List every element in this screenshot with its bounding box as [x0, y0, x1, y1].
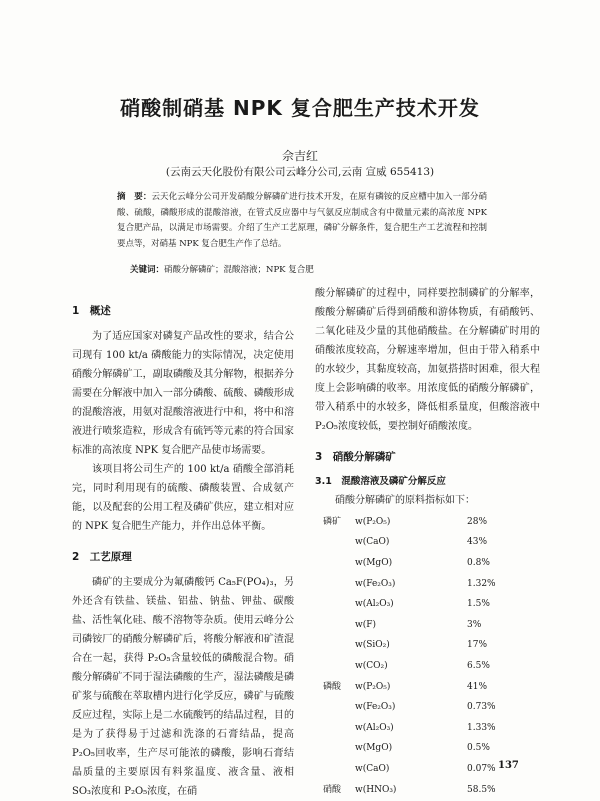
composition-value: 41% [467, 681, 488, 692]
section-3-1-lead: 硝酸分解磷矿的原料指标如下： [335, 495, 475, 506]
section-2-heading: 2 工艺原理 [72, 551, 132, 563]
composition-group [315, 533, 355, 554]
composition-group [315, 636, 355, 657]
composition-value: 0.07% [467, 763, 496, 774]
composition-name: w(Fe₂O₃) [355, 578, 396, 589]
composition-name: w(MgO) [355, 557, 393, 568]
right-column [315, 284, 540, 800]
composition-value: 17% [467, 640, 488, 651]
composition-group [315, 656, 355, 677]
composition-group [315, 759, 355, 780]
composition-value: 0.5% [467, 743, 490, 754]
composition-name: w(CO₂) [355, 660, 388, 671]
composition-row [315, 615, 527, 636]
section-2-continuation: 酸分解磷矿的过程中，同样要控制磷矿的分解率，酸酸分解磷矿后得到硝酸和游体物质，有硝酸钙、二氧化硅及少量的其他硝酸盐。在分解磷矿时用的硝酸浓度较高，分解速率增加，但由于带入稍系中的水较少，其黏度较高，加氨搭搭时困难，很大程度上会影响磷的收率。用浓度低的硝酸分解磷矿，带入稍系中的水较多，降低相系量度，但酸溶液中 P₂O₅浓度较低，要控制好硝酸浓度。 [315, 288, 540, 432]
composition-row [315, 677, 527, 698]
composition-row [315, 553, 527, 574]
composition-value: 1.33% [467, 722, 496, 733]
composition-value: 3% [467, 619, 482, 630]
composition-name: w(MgO) [355, 743, 393, 754]
abstract-text: 云天化云峰分公司开发硝酸分解磷矿进行技术开发，在原有磷铵的反应槽中加入一部分硝酸、硫酸，磷酸形成的混酸溶液，在管式反应器中与气氨反应制成含有中微量元素的高浓度 NPK 复合肥产品，以满足市场需要。介绍了生产工艺原理，磷矿分解条件，复合肥生产工艺流程和控制要点等，对硝基 NPK 复合肥生产作了总结。 [117, 192, 487, 249]
author-name: 佘吉红 [281, 149, 318, 163]
composition-value: 0.8% [467, 557, 490, 568]
composition-name: w(CaO) [355, 537, 390, 548]
composition-group [315, 697, 355, 718]
composition-name: w(HNO₃) [355, 784, 397, 795]
composition-name: w(Fe₂O₃) [355, 702, 396, 713]
abstract [117, 190, 487, 252]
composition-group [315, 718, 355, 739]
composition-row [315, 574, 527, 595]
composition-row [315, 656, 527, 677]
composition-name: w(SiO₂) [355, 640, 390, 651]
composition-row [315, 533, 527, 554]
composition-group [315, 739, 355, 760]
composition-group: 硝酸 [323, 784, 342, 795]
composition-table [315, 512, 527, 800]
composition-name: w(CaO) [355, 763, 390, 774]
composition-row [315, 636, 527, 657]
composition-name: w(Al₂O₃) [355, 599, 394, 610]
section-2-paragraph-1: 磷矿的主要成分为氟磷酸钙 Ca₅F(PO₄)₃，另外还含有铁盐、镁盐、铝盐、钠盐、钾盐、碳酸盐、活性氧化硅、酸不溶物等杂质。使用云峰分公司磷铵厂的硝酸分解磷矿后，将酸分解液和矿渣混合在一起，获得 P₂O₅含量较低的磷酸混合物。硝酸分解磷矿不同于湿法磷酸的生产，湿法磷酸是磷矿浆与硫酸在萃取槽内进行化学反应，磷矿与硫酸反应过程，实际上是二水硫酸钙的结晶过程，目的是为了获得易于过滤和洗涤的石膏结晶，提高 P₂O₅回收率，生产尽可能浓的磷酸，影响石膏结晶质量的主要原因有料浆温度、液含量、液相 SO₃浓度和 P₂O₅浓度，在硝 [72, 577, 294, 797]
composition-name: w(Al₂O₃) [355, 722, 394, 733]
composition-row [315, 759, 527, 780]
composition-group [315, 553, 355, 574]
composition-value: 28% [467, 516, 488, 527]
composition-group: 磷矿 [323, 516, 342, 527]
section-1-paragraph-1: 为了适应国家对磷复产品改性的要求，结合公司现有 100 kt/a 磷酸能力的实际情况，决定使用硝酸分解磷矿工，副取磷酸及其分解物，根据养分需要在分解液中加入一部分磷酸、硫酸、磷酸形成的混酸溶液，用氨对混酸溶液进行中和，将中和溶液进行喷浆造粒，形成含有硫钙等元素的符合国家标准的高浓度 NPK 复合肥产品使市场需要。 [72, 331, 294, 456]
section-3-heading: 3 硝酸分解磷矿 [315, 451, 396, 463]
left-column [72, 302, 294, 801]
composition-value: 43% [467, 537, 488, 548]
section-1-paragraph-2: 该项目将公司生产的 100 kt/a 硝酸全部消耗完，同时利用现有的硫酸、磷酸装置、合成氨产能，以及配套的公用工程及磷矿供应，建立相对应的 NPK 复合肥生产能力，并作出总体平衡。 [72, 464, 294, 532]
composition-group [315, 615, 355, 636]
composition-row [315, 739, 527, 760]
composition-group: 磷酸 [323, 681, 342, 692]
composition-value: 1.32% [467, 578, 496, 589]
article-title: 硝酸制硝基 NPK 复合肥生产技术开发 [120, 96, 480, 120]
composition-row [315, 512, 527, 533]
composition-value: 6.5% [467, 660, 490, 671]
composition-group [315, 594, 355, 615]
composition-name: w(F) [355, 619, 376, 630]
composition-row [315, 780, 527, 801]
composition-value: 58.5% [467, 784, 496, 795]
composition-name: w(P₂O₅) [355, 681, 391, 692]
composition-row [315, 594, 527, 615]
page-number: 137 [498, 760, 519, 771]
composition-group [315, 574, 355, 595]
composition-row [315, 718, 527, 739]
section-1-heading: 1 概述 [72, 305, 111, 317]
section-3-1-heading: 3.1 混酸溶液及磷矿分解反应 [315, 476, 446, 487]
composition-value: 0.73% [467, 702, 496, 713]
abstract-label: 摘 要： [117, 192, 152, 202]
composition-value: 1.5% [467, 599, 490, 610]
author-affiliation: (云南云天化股份有限公司云峰分公司,云南 宣威 655413) [165, 166, 435, 178]
keywords-label: 关键词： [130, 265, 165, 275]
keywords-text: 硝酸分解磷矿；混酸溶液；NPK 复合肥 [164, 265, 314, 275]
composition-row [315, 697, 527, 718]
composition-name: w(P₂O₅) [355, 516, 391, 527]
keywords [130, 263, 480, 275]
